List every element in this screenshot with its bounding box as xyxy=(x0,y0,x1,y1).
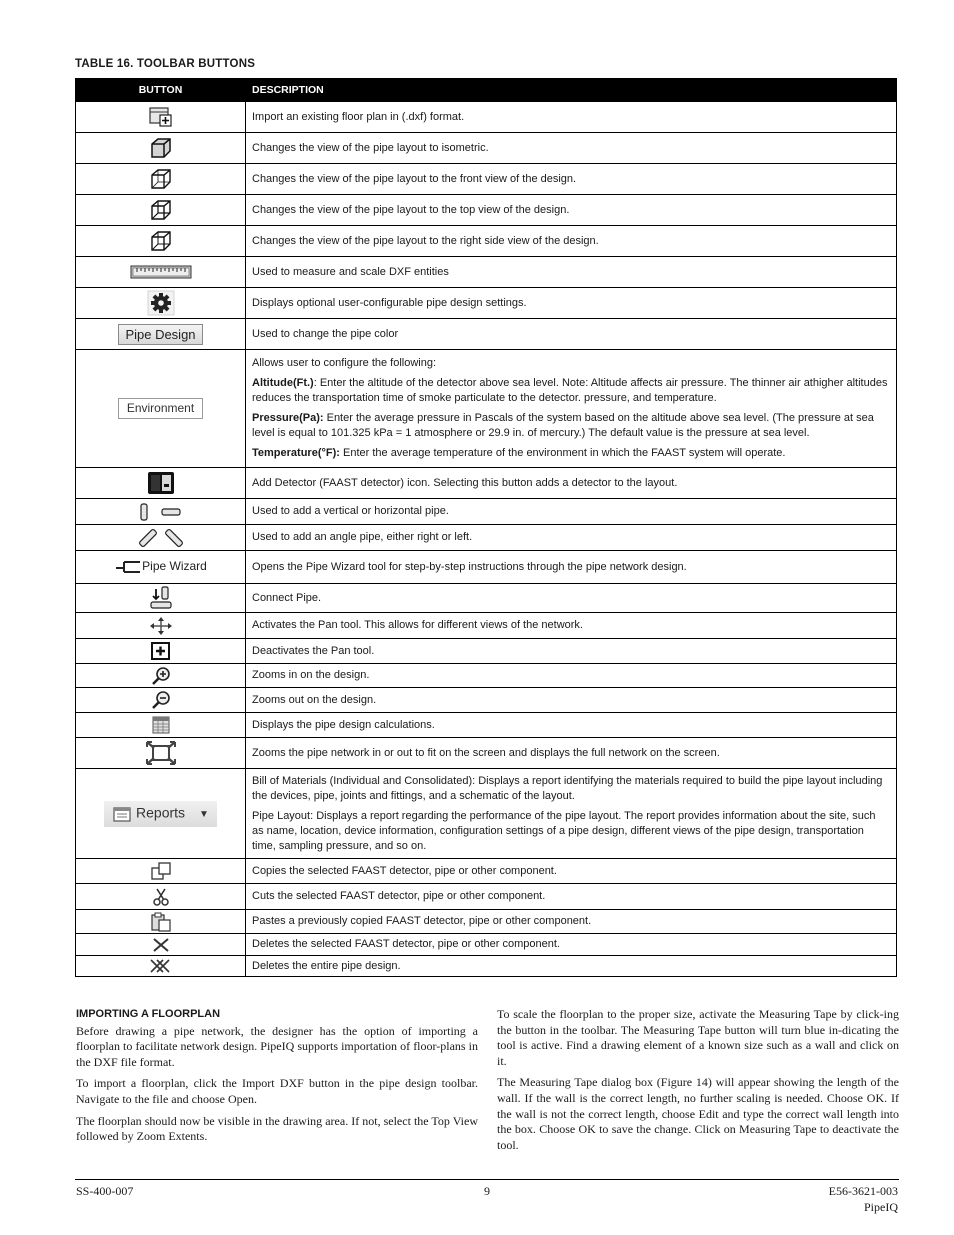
header-button: BUTTON xyxy=(76,79,246,102)
row-description: Activates the Pan tool. This allows for different views of the network. xyxy=(246,613,897,639)
environment-temperature: Temperature(°F): Enter the average temperature of the environment in which the FAAST system will operate. xyxy=(252,447,786,459)
footer-rule xyxy=(75,1179,899,1180)
zoom-extents-icon xyxy=(145,740,177,766)
table-caption: TABLE 16. TOOLBAR BUTTONS xyxy=(75,58,256,70)
section-heading: IMPORTING A FLOORPLAN xyxy=(76,1008,221,1020)
reports-bom: Bill of Materials (Individual and Consolidated): Displays a report identifying the materials required to build the pipe layout including the devices, pipe, joints and fittings, and a schematic of the layout. xyxy=(252,774,883,802)
right-paragraph: The Measuring Tape dialog box (Figure 14) will appear showing the length of the wall. If the wall is the correct length, no further scaling is needed. Choose OK. If the wall is not the correct length, choose Edit and type the correct wall length into the box. Choose OK to save the change. Click on Measuring Tape to deactivate the tool. xyxy=(497,1075,899,1152)
footer-doc-number: E56-3621-003 xyxy=(828,1184,898,1198)
row-description: Changes the view of the pipe layout to the front view of the design. xyxy=(246,164,897,195)
table-row xyxy=(76,257,897,288)
row-description: Zooms out on the design. xyxy=(246,688,897,713)
pipe-wizard-button: Pipe Wizard xyxy=(114,559,207,575)
header-description: DESCRIPTION xyxy=(246,79,897,102)
vertical-horizontal-pipe-icon xyxy=(136,502,186,522)
front-view-icon xyxy=(148,167,174,191)
row-description: Pastes a previously copied FAAST detector, pipe or other component. xyxy=(246,910,897,934)
gear-icon xyxy=(146,290,176,316)
table-row xyxy=(76,468,897,499)
angle-pipe-icon xyxy=(134,528,188,548)
row-description: Used to change the pipe color xyxy=(246,319,897,350)
environment-altitude: Altitude(Ft.): Enter the altitude of the detector above sea level. Note: Altitude affects air pressure. The thinner air athigher altitudes reduces the transportation time of smoke particulate to the detector. pressure, and temperature. xyxy=(252,377,888,404)
row-description: Deletes the selected FAAST detector, pipe or other component. xyxy=(246,934,897,956)
row-description: Import an existing floor plan in (.dxf) format. xyxy=(246,102,897,133)
table-row xyxy=(76,769,897,859)
table-row xyxy=(76,713,897,738)
pipe-wizard-icon xyxy=(114,559,142,575)
footer-product: PipeIQ xyxy=(864,1200,898,1214)
cut-icon xyxy=(151,887,171,907)
table-row xyxy=(76,319,897,350)
left-column xyxy=(76,1007,478,1151)
top-view-icon xyxy=(148,198,174,222)
footer-left: SS-400-007 xyxy=(76,1184,134,1198)
row-description: Changes the view of the pipe layout to the top view of the design. xyxy=(246,195,897,226)
paste-icon xyxy=(150,912,172,932)
row-description: Zooms in on the design. xyxy=(246,664,897,688)
table-row xyxy=(76,956,897,977)
import-dxf-icon xyxy=(148,106,174,128)
isometric-view-icon xyxy=(148,136,174,160)
table-row xyxy=(76,195,897,226)
right-column xyxy=(497,1007,899,1159)
toolbar-buttons-table xyxy=(75,78,897,977)
pan-icon xyxy=(148,615,174,637)
row-description: Changes the view of the pipe layout to the right side view of the design. xyxy=(246,226,897,257)
page-number: 9 xyxy=(484,1184,490,1198)
table-header-row xyxy=(76,79,897,102)
measuring-tape-icon xyxy=(130,264,192,280)
row-description: Used to measure and scale DXF entities xyxy=(246,257,897,288)
zoom-out-icon xyxy=(149,690,173,710)
table-row xyxy=(76,288,897,319)
environment-button: Environment xyxy=(118,398,203,419)
table-row xyxy=(76,738,897,769)
table-row xyxy=(76,584,897,613)
right-view-icon xyxy=(148,229,174,253)
table-row xyxy=(76,639,897,664)
row-description: Opens the Pipe Wizard tool for step-by-step instructions through the pipe network design. xyxy=(246,551,897,584)
row-description: Cuts the selected FAAST detector, pipe or other component. xyxy=(246,884,897,910)
calculations-icon xyxy=(151,715,171,735)
row-description: Displays the pipe design calculations. xyxy=(246,713,897,738)
left-paragraph: To import a floorplan, click the Import DXF button in the pipe design toolbar. Navigate to the file and choose Open. xyxy=(76,1076,478,1106)
table-row xyxy=(76,164,897,195)
left-paragraph: The floorplan should now be visible in the drawing area. If not, select the Top View followed by Zoom Extents. xyxy=(76,1113,478,1144)
copy-icon xyxy=(149,861,173,881)
reports-button: Reports ▼ xyxy=(104,801,217,827)
row-description: Add Detector (FAAST detector) icon. Selecting this button adds a detector to the layout. xyxy=(246,468,897,499)
table-row xyxy=(76,910,897,934)
chevron-down-icon: ▼ xyxy=(198,809,209,821)
table-row xyxy=(76,525,897,551)
connect-pipe-icon xyxy=(148,586,174,610)
row-description xyxy=(246,350,897,468)
environment-intro: Allows user to configure the following: xyxy=(252,357,437,369)
row-description: Used to add a vertical or horizontal pipe. xyxy=(246,499,897,525)
environment-pressure: Pressure(Pa): Enter the average pressure in Pascals of the system based on the altitude above sea level. (The pressure at sea level is equal to 101.325 kPa = 1 atmosphere or 29.9 in. of mercury.) The default value is the pressure at sea level. xyxy=(252,412,874,439)
detector-icon xyxy=(146,471,176,495)
deactivate-pan-icon xyxy=(150,641,172,661)
table-row xyxy=(76,226,897,257)
row-description: Deletes the entire pipe design. xyxy=(246,956,897,977)
table-row xyxy=(76,613,897,639)
table-row xyxy=(76,102,897,133)
table-row xyxy=(76,133,897,164)
right-paragraph: To scale the floorplan to the proper size, activate the Measuring Tape by click-ing the button in the toolbar. The Measuring Tape button will turn blue in-dicating the tool is active. Find a drawing element of a known size such as a wall and click on it. xyxy=(497,1007,899,1068)
row-description: Copies the selected FAAST detector, pipe or other component. xyxy=(246,859,897,884)
table-row xyxy=(76,499,897,525)
zoom-in-icon xyxy=(149,666,173,686)
pipe-design-button: Pipe Design xyxy=(118,324,202,345)
reports-icon xyxy=(112,805,132,823)
delete-icon xyxy=(151,937,171,953)
row-description: Zooms the pipe network in or out to fit on the screen and displays the full network on the screen. xyxy=(246,738,897,769)
row-description: Deactivates the Pan tool. xyxy=(246,639,897,664)
row-description: Displays optional user-configurable pipe design settings. xyxy=(246,288,897,319)
delete-all-icon xyxy=(149,958,173,974)
reports-pipe-layout: Pipe Layout: Displays a report regarding the performance of the pipe layout. The report provides information about the site, such as name, location, device information, configuration settings of a pipe design, different views of the pipe design, transportation time, sampling pressure, and so on. xyxy=(252,809,876,852)
table-row xyxy=(76,350,897,468)
table-row xyxy=(76,884,897,910)
row-description: Connect Pipe. xyxy=(246,584,897,613)
row-description xyxy=(246,769,897,859)
table-row xyxy=(76,859,897,884)
table-row xyxy=(76,664,897,688)
table-row xyxy=(76,934,897,956)
table-row xyxy=(76,551,897,584)
row-description: Changes the view of the pipe layout to isometric. xyxy=(246,133,897,164)
table-row xyxy=(76,688,897,713)
row-description: Used to add an angle pipe, either right or left. xyxy=(246,525,897,551)
left-paragraph: Before drawing a pipe network, the designer has the option of importing a floorplan to facilitate network design. PipeIQ supports importation of floor-plans in the DXF file format. xyxy=(76,1023,478,1069)
